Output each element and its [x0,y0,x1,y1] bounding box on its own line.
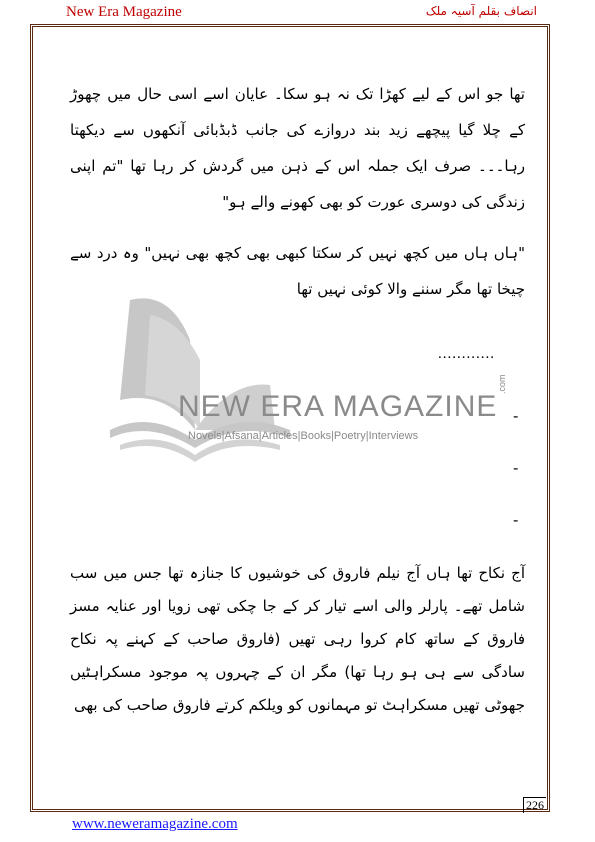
section-break-dash: - [513,407,519,425]
magazine-name-header: New Era Magazine [66,4,182,20]
body-paragraph-3: آج نکاح تھا ہاں آج نیلم فاروق کی خوشیوں کا جنازہ تھا جس میں سب شامل تھے۔ پارلر والی اسے تیار کر کے جا چکی تھی زویا اور عنایہ مسز فاروق کے ساتھ کام کروا رہی تھیں (فاروق صاحب کے کہنے پہ نکاح سادگی سے ہی ہو رہا تھا) مگر ان کے چہروں پہ موجود مسکراہٹیں جھوٹی تھیں مسکراہٹ تو مہمانوں کو ویلکم کرتے فاروق صاحب کی بھی [70,564,525,714]
footer-website-link[interactable]: www.neweramagazine.com [72,816,238,832]
watermark-book-logo-icon [70,280,530,480]
novel-author-header: انصاف بقلم آسیہ ملک [425,4,537,18]
watermark-title: NEW ERA MAGAZINE [178,390,498,423]
section-break-dash: - [513,511,519,529]
body-paragraph-2: "ہاں ہاں میں کچھ نہیں کر سکتا کبھی بھی کچھ بھی نہیں" وہ درد سے چیخا تھا مگر سننے والا کوئی نہیں تھا [70,244,525,298]
section-break-dots: ............ [438,346,495,362]
page-number: 226 [523,797,546,813]
watermark-domain-suffix: .com [497,374,507,394]
section-break-dash: - [513,459,519,477]
watermark-subtitle: Novels|Afsana|Articles|Books|Poetry|Interviews [188,430,419,442]
body-paragraph-1: تھا جو اس کے لیے کھڑا تک نہ ہو سکا۔ عایان اسے اسی حال میں چھوڑ کے چلا گیا پیچھے زید بند دروازے کی جانب ڈبڈبائی آنکھوں سے دیکھتا رہا۔۔۔ صرف ایک جملہ اس کے ذہن میں گردش کر رہا تھا "تم اپنی زندگی کی دوسری عورت کو بھی کھونے والے ہو" [70,85,525,211]
